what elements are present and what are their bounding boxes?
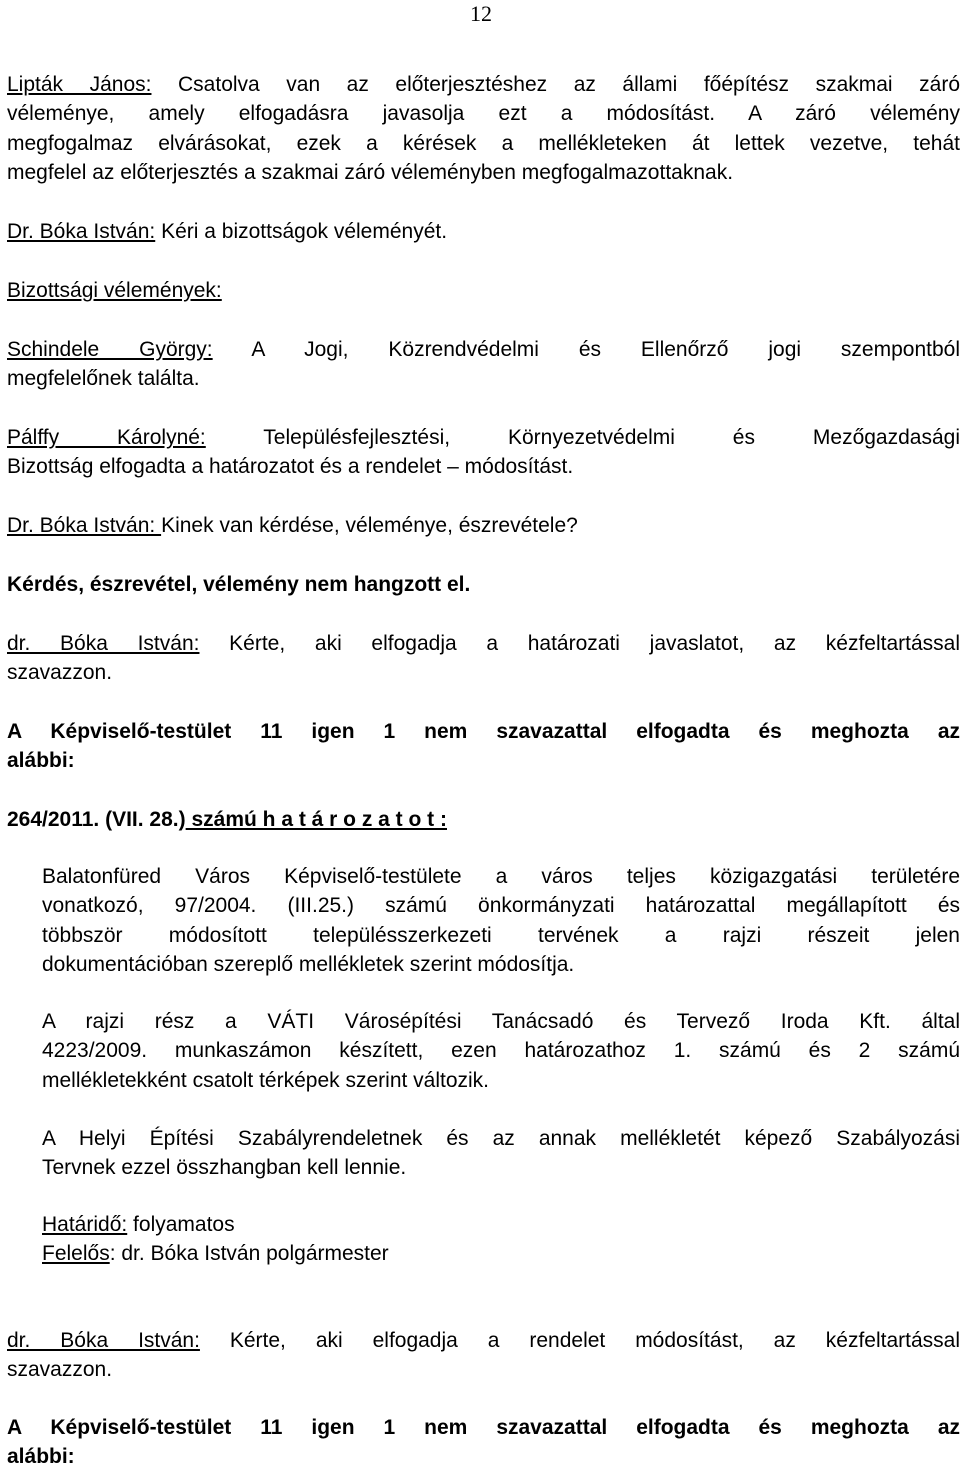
responsible-value: : dr. Bóka István polgármester: [109, 1242, 389, 1265]
text-line: Tervnek ezzel összhangban kell lennie.: [42, 1156, 407, 1180]
resolution-paragraph-1: [42, 862, 960, 980]
text-line: vonatkozó, 97/2004. (III.25.) számú önkormányzati határozattal megállapított és: [42, 894, 960, 918]
speaker-name: Lipták János:: [7, 73, 152, 96]
text-line: A Helyi Építési Szabályrendeletnek és az annak mellékletét képező Szabályozási: [42, 1127, 960, 1150]
text-line: Kérte, aki elfogadja a határozati javaslatot, az kézfeltartással: [199, 632, 960, 655]
text-line: mellékletekként csatolt térképek szerint változik.: [42, 1068, 490, 1092]
text-line: Balatonfüred Város Képviselő-testülete a város teljes közigazgatási területére: [42, 865, 960, 888]
committee-heading: [7, 276, 960, 305]
text-line: megfelel az előterjesztés a szakmai záró véleményben megfogalmazottaknak.: [7, 161, 734, 185]
text-line: szavazzon.: [7, 661, 113, 685]
paragraph-liptak: [7, 70, 960, 188]
text-line: Csatolva van az előterjesztéshez az állami főépítész szakmai záró: [151, 73, 960, 96]
text-line: véleménye, amely elfogadásra javasolja ezt a módosítást. A záró vélemény: [7, 102, 960, 126]
no-questions: [7, 570, 960, 599]
paragraph-schindele: [7, 335, 960, 394]
text-line: megfelelőnek találta.: [7, 367, 200, 391]
vote-result-1: [7, 717, 960, 776]
text-line: szavazzon.: [7, 1358, 113, 1382]
deadline-label: Határidő:: [42, 1213, 128, 1236]
paragraph-boka-1: [7, 217, 960, 246]
resolution-label: számú h a t á r o z a t o t :: [185, 808, 447, 831]
paragraph-boka-4: [7, 1326, 960, 1385]
responsible-line: [42, 1239, 960, 1268]
resolution-title: [7, 805, 960, 834]
paragraph-boka-3: [7, 629, 960, 688]
speaker-name: dr. Bóka István:: [7, 632, 200, 655]
text-line: Bizottság elfogadta a határozatot és a rendelet – módosítást.: [7, 455, 574, 479]
text-line: Településfejlesztési, Környezetvédelmi és Mezőgazdasági: [205, 426, 960, 449]
deadline-line: [42, 1210, 960, 1239]
text-line: alábbi:: [7, 1445, 75, 1469]
speaker-name: dr. Bóka István:: [7, 1329, 200, 1352]
text-line: 4223/2009. munkaszámon készített, ezen határozathoz 1. számú és 2 számú: [42, 1039, 960, 1063]
text-line: dokumentációban szereplő mellékletek szerint módosítja.: [42, 953, 575, 977]
text-line: Kérte, aki elfogadja a rendelet módosítást, az kézfeltartással: [199, 1329, 960, 1352]
text-line: A Jogi, Közrendvédelmi és Ellenőrző jogi szempontból: [212, 338, 960, 361]
responsible-label: Felelős: [42, 1242, 110, 1265]
speaker-name: Dr. Bóka István:: [7, 514, 162, 537]
resolution-number: 264/2011. (VII. 28.): [7, 808, 186, 831]
speaker-name: Dr. Bóka István:: [7, 220, 156, 243]
paragraph-boka-2: [7, 511, 960, 540]
text-line: A Képviselő-testület 11 igen 1 nem szavazattal elfogadta és meghozta az: [7, 1416, 960, 1439]
speaker-name: Schindele György:: [7, 338, 213, 361]
text-line: megfogalmaz elvárásokat, ezek a kérések a mellékleteken át lettek vezetve, tehát: [7, 131, 960, 155]
text-line: A Képviselő-testület 11 igen 1 nem szavazattal elfogadta és meghozta az: [7, 720, 960, 743]
text-line: Kéri a bizottságok véleményét.: [155, 220, 448, 243]
vote-result-2: [7, 1413, 960, 1472]
text-line: Kérdés, észrevétel, vélemény nem hangzott el.: [7, 573, 471, 596]
heading-text: Bizottsági vélemények:: [7, 279, 222, 302]
resolution-paragraph-2: [42, 1007, 960, 1095]
paragraph-palffy: [7, 423, 960, 482]
text-line: alábbi:: [7, 749, 75, 773]
text-line: többször módosított településszerkezeti tervének a rajzi részeit jelen: [42, 923, 960, 947]
resolution-paragraph-3: [42, 1124, 960, 1183]
deadline-value: folyamatos: [127, 1213, 235, 1236]
text-line: A rajzi rész a VÁTI Városépítési Tanácsadó és Tervező Iroda Kft. által: [42, 1010, 960, 1033]
speaker-name: Pálffy Károlyné:: [7, 426, 206, 449]
text-line: Kinek van kérdése, véleménye, észrevétele?: [161, 514, 578, 537]
page-number: 12: [470, 1, 492, 26]
